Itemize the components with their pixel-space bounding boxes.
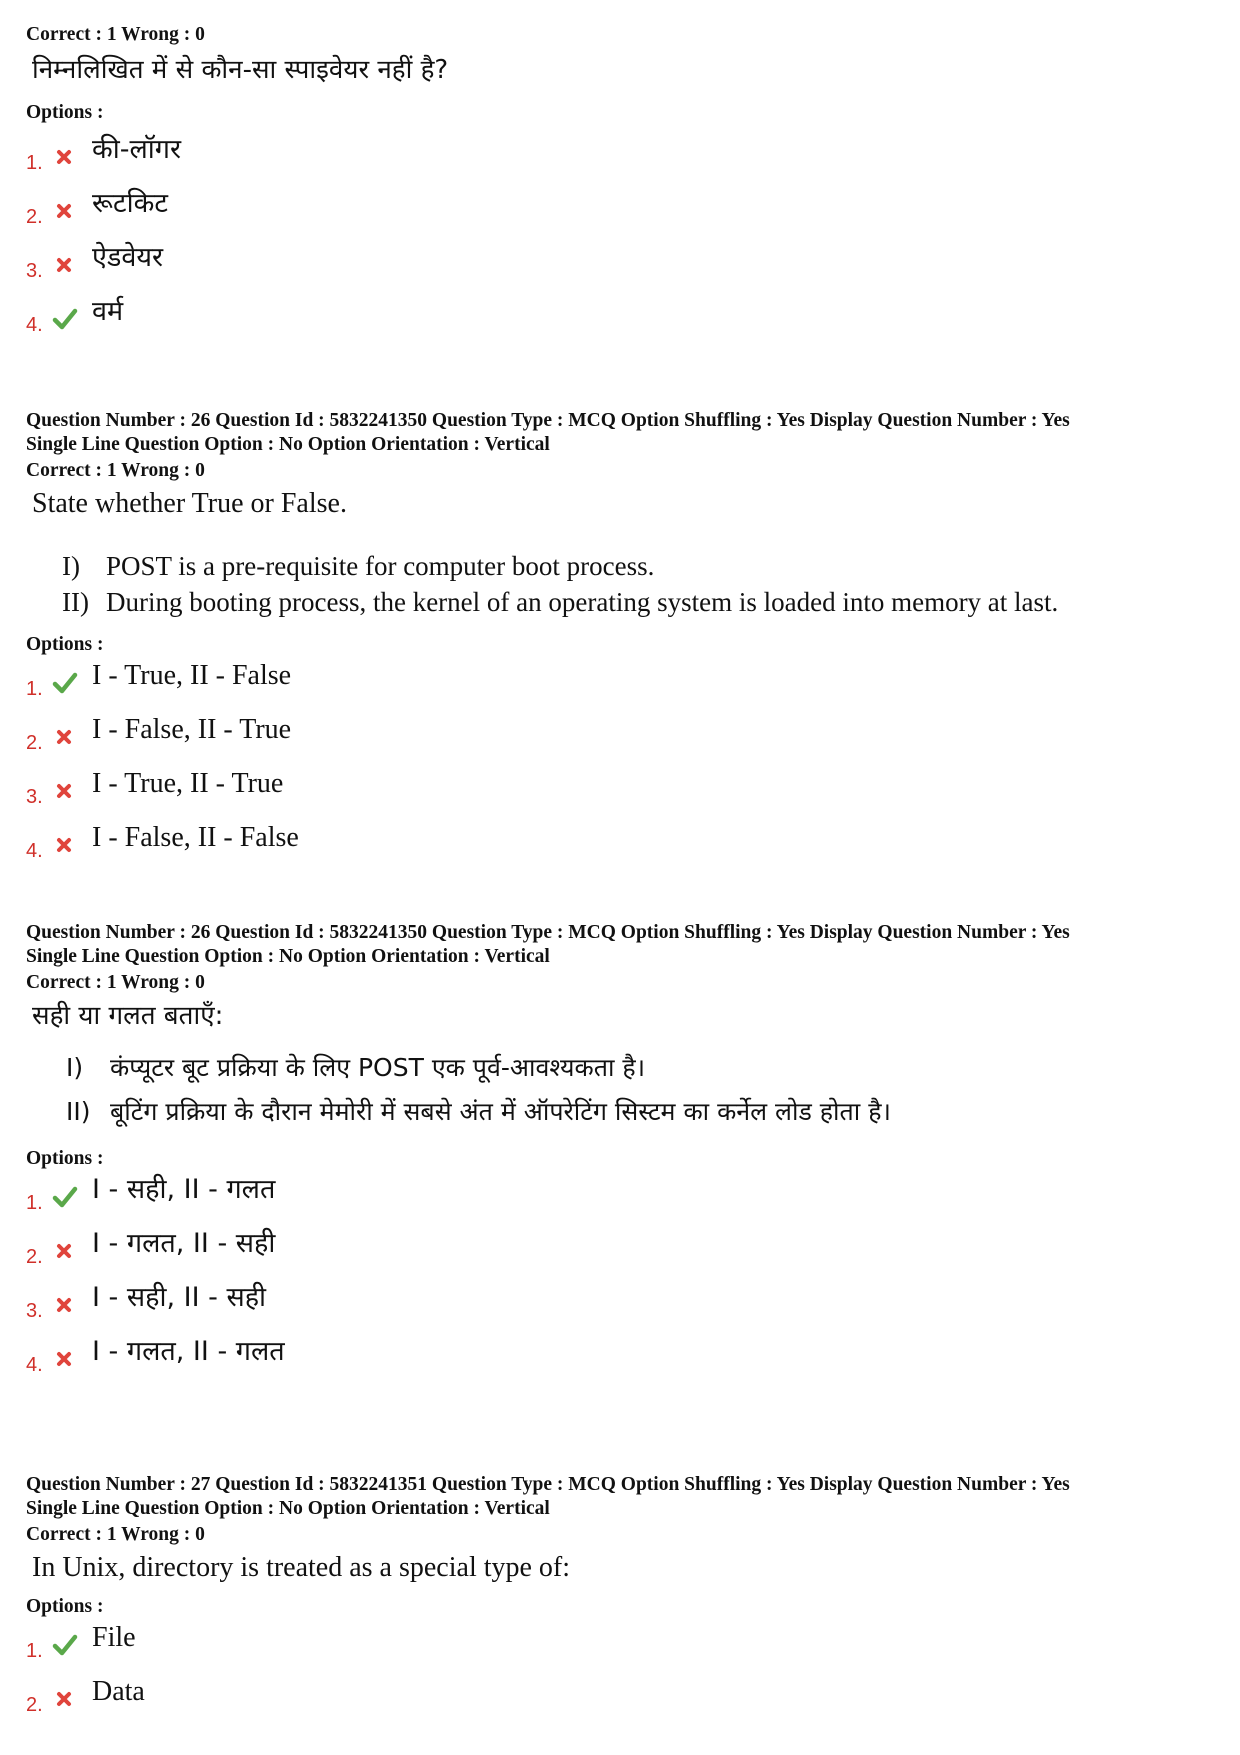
option-number: 1.	[26, 678, 43, 700]
question-block-q26-hindi	[26, 922, 1216, 1386]
options-list	[26, 656, 1216, 872]
question-meta-line-1: Question Number : 26 Question Id : 5832241350 Question Type : MCQ Option Shuffling : Yes Display Question Number : Yes	[26, 410, 1070, 431]
option-number: 1.	[26, 152, 43, 174]
question-meta-line-2: Single Line Question Option : No Option Orientation : Vertical	[26, 434, 550, 455]
options-list	[26, 130, 1216, 346]
option-text: ऐडवेयर	[92, 242, 164, 273]
cross-icon	[52, 832, 78, 858]
check-icon	[52, 1632, 78, 1658]
cross-icon	[52, 198, 78, 224]
question-block-q27	[26, 1474, 1216, 1726]
option-number: 2.	[26, 1694, 43, 1716]
option-text: File	[92, 1622, 136, 1653]
option-row	[26, 184, 1216, 238]
option-row	[26, 292, 1216, 346]
statement-text: बूटिंग प्रक्रिया के दौरान मेमोरी में सबसे अंत में ऑपरेटिंग सिस्टम का कर्नेल लोड होता है।	[110, 1097, 891, 1126]
option-text: I - True, II - True	[92, 768, 284, 799]
statement-text: कंप्यूटर बूट प्रक्रिया के लिए POST एक पूर्व-आवश्यकता है।	[110, 1053, 646, 1082]
options-label: Options :	[26, 102, 104, 123]
option-row	[26, 1618, 1216, 1672]
options-label: Options :	[26, 634, 104, 655]
statement-number: I)	[66, 1053, 84, 1082]
option-text: Data	[92, 1676, 145, 1707]
option-text: I - True, II - False	[92, 660, 292, 691]
option-row	[26, 130, 1216, 184]
option-text: I - सही, II - सही	[92, 1282, 267, 1313]
check-icon	[52, 1184, 78, 1210]
option-number: 3.	[26, 786, 43, 808]
cross-icon	[52, 724, 78, 750]
cross-icon	[52, 1292, 78, 1318]
question-meta-line-2: Single Line Question Option : No Option Orientation : Vertical	[26, 1498, 550, 1519]
option-text: I - False, II - False	[92, 822, 299, 853]
question-meta-line-1: Question Number : 27 Question Id : 5832241351 Question Type : MCQ Option Shuffling : Yes Display Question Number : Yes	[26, 1474, 1070, 1495]
check-icon	[52, 670, 78, 696]
cross-icon	[52, 1686, 78, 1712]
options-label: Options :	[26, 1148, 104, 1169]
correct-wrong-line: Correct : 1 Wrong : 0	[26, 460, 205, 481]
option-number: 3.	[26, 260, 43, 282]
question-text: निम्नलिखित में से कौन-सा स्पाइवेयर नहीं है?	[32, 55, 449, 85]
option-row	[26, 1278, 1216, 1332]
statement-2	[66, 1090, 1216, 1134]
option-text: I - सही, II - गलत	[92, 1174, 276, 1205]
question-meta-line-2: Single Line Question Option : No Option Orientation : Vertical	[26, 946, 550, 967]
check-icon	[52, 306, 78, 332]
option-number: 3.	[26, 1300, 43, 1322]
option-row	[26, 818, 1216, 872]
option-row	[26, 1332, 1216, 1386]
question-text: State whether True or False.	[32, 488, 347, 519]
statement-text: During booting process, the kernel of an operating system is loaded into memory at last.	[106, 587, 1059, 617]
statement-2	[62, 584, 1216, 620]
option-row	[26, 1672, 1216, 1726]
cross-icon	[52, 144, 78, 170]
option-row	[26, 710, 1216, 764]
question-block-q25	[26, 24, 1216, 346]
option-text: I - गलत, II - सही	[92, 1228, 276, 1259]
statement-number: II)	[62, 587, 89, 617]
option-number: 4.	[26, 840, 43, 862]
option-number: 4.	[26, 1354, 43, 1376]
correct-wrong-line: Correct : 1 Wrong : 0	[26, 1524, 205, 1545]
option-row	[26, 1224, 1216, 1278]
statement-text: POST is a pre-requisite for computer boot process.	[106, 551, 655, 581]
option-row	[26, 656, 1216, 710]
option-number: 4.	[26, 314, 43, 336]
option-text: रूटकिट	[92, 188, 168, 219]
statement-number: I)	[62, 551, 80, 581]
statement-number: II)	[66, 1097, 91, 1126]
option-row	[26, 764, 1216, 818]
option-text: I - False, II - True	[92, 714, 292, 745]
statement-1	[62, 548, 1216, 584]
option-number: 1.	[26, 1640, 43, 1662]
statements	[26, 1046, 1216, 1134]
correct-wrong-line: Correct : 1 Wrong : 0	[26, 24, 205, 45]
statement-1	[66, 1046, 1216, 1090]
option-row	[26, 238, 1216, 292]
option-row	[26, 1170, 1216, 1224]
question-block-q26-english	[26, 410, 1216, 872]
question-text: सही या गलत बताएँ:	[32, 1001, 224, 1031]
option-text: वर्म	[92, 296, 124, 327]
statements	[26, 548, 1216, 620]
cross-icon	[52, 1238, 78, 1264]
option-number: 2.	[26, 732, 43, 754]
question-meta-line-1: Question Number : 26 Question Id : 5832241350 Question Type : MCQ Option Shuffling : Yes Display Question Number : Yes	[26, 922, 1070, 943]
option-number: 1.	[26, 1192, 43, 1214]
cross-icon	[52, 252, 78, 278]
option-number: 2.	[26, 1246, 43, 1268]
options-list	[26, 1618, 1216, 1726]
option-text: I - गलत, II - गलत	[92, 1336, 285, 1367]
options-label: Options :	[26, 1596, 104, 1617]
question-text: In Unix, directory is treated as a special type of:	[32, 1552, 571, 1583]
cross-icon	[52, 778, 78, 804]
option-number: 2.	[26, 206, 43, 228]
correct-wrong-line: Correct : 1 Wrong : 0	[26, 972, 205, 993]
option-text: की-लॉगर	[92, 134, 182, 165]
options-list	[26, 1170, 1216, 1386]
cross-icon	[52, 1346, 78, 1372]
